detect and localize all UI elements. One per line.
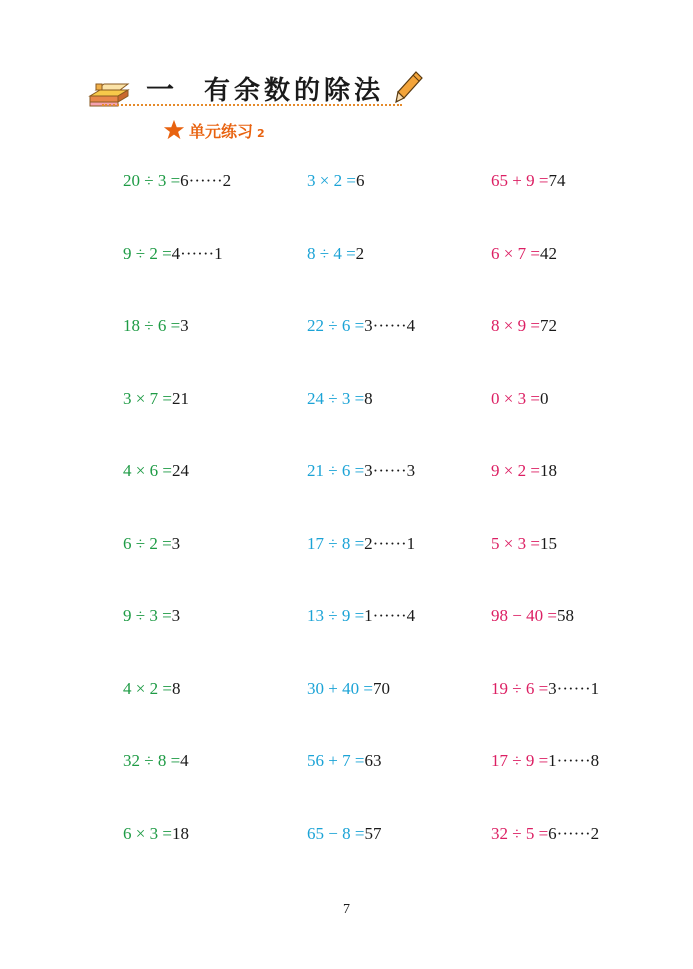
exercise-question: 4 × 6 = (123, 461, 172, 480)
exercise-item (123, 389, 189, 409)
exercise-answer: 4······1 (171, 244, 223, 263)
exercise-question: 30 + 40 = (307, 679, 373, 698)
exercise-answer: 6 (355, 171, 365, 190)
exercise-item (491, 824, 599, 844)
exercise-answer: 70 (372, 679, 390, 698)
exercise-item (491, 751, 599, 771)
subtitle-label: 单元练习 (189, 121, 254, 141)
exercise-answer: 3 (171, 606, 181, 625)
exercise-question: 13 ÷ 9 = (307, 606, 365, 625)
exercise-question: 65 + 9 = (491, 171, 549, 190)
exercise-answer: 21 (171, 389, 189, 408)
exercise-question: 8 × 9 = (491, 316, 540, 335)
exercise-answer: 0 (539, 389, 549, 408)
exercise-item (491, 461, 557, 481)
exercise-item (307, 751, 381, 771)
exercise-item (491, 534, 557, 554)
exercise-item (123, 751, 189, 771)
exercise-question: 9 ÷ 3 = (123, 606, 172, 625)
exercise-item (307, 606, 415, 626)
exercise-question: 98 − 40 = (491, 606, 557, 625)
exercise-item (491, 389, 548, 409)
exercise-item (123, 461, 189, 481)
subtitle-number: 2 (257, 126, 265, 140)
exercise-item (307, 534, 415, 554)
exercise-answer: 57 (364, 824, 382, 843)
exercise-answer: 63 (364, 751, 382, 770)
exercise-question: 18 ÷ 6 = (123, 316, 181, 335)
exercise-answer: 1······4 (364, 606, 416, 625)
exercise-answer: 58 (556, 606, 574, 625)
exercise-answer: 18 (171, 824, 189, 843)
exercise-item (307, 171, 364, 191)
exercise-question: 4 × 2 = (123, 679, 172, 698)
exercise-answer: 72 (539, 316, 557, 335)
exercise-item (123, 824, 189, 844)
exercise-item (123, 534, 180, 554)
exercise-answer: 15 (539, 534, 557, 553)
exercise-question: 0 × 3 = (491, 389, 540, 408)
exercise-item (123, 171, 231, 191)
exercise-answer: 8 (364, 389, 373, 408)
chapter-title: 有余数的除法 (204, 76, 385, 106)
exercise-question: 9 ÷ 2 = (123, 244, 172, 263)
exercise-question: 6 ÷ 2 = (123, 534, 172, 553)
exercise-answer: 42 (539, 244, 557, 263)
exercise-question: 22 ÷ 6 = (307, 316, 365, 335)
exercise-item (307, 461, 415, 481)
exercise-question: 20 ÷ 3 = (123, 171, 181, 190)
exercise-question: 17 ÷ 8 = (307, 534, 365, 553)
exercise-answer: 1······8 (548, 751, 600, 770)
exercise-answer: 2 (355, 244, 365, 263)
exercise-question: 56 + 7 = (307, 751, 365, 770)
exercise-question: 3 × 7 = (123, 389, 172, 408)
exercise-item (491, 679, 599, 699)
exercise-answer: 3 (180, 316, 189, 335)
exercise-answer: 2······1 (364, 534, 416, 553)
exercise-item (307, 244, 364, 264)
exercise-answer: 3······4 (364, 316, 416, 335)
exercise-item (123, 244, 223, 264)
exercise-question: 24 ÷ 3 = (307, 389, 365, 408)
exercise-answer: 3······3 (364, 461, 416, 480)
exercise-item (491, 171, 565, 191)
exercise-question: 19 ÷ 6 = (491, 679, 549, 698)
exercise-item (491, 244, 557, 264)
exercise-answer: 24 (171, 461, 189, 480)
exercise-item (123, 316, 189, 336)
exercise-item (123, 606, 180, 626)
exercise-item (307, 389, 373, 409)
exercise-answer: 6······2 (180, 171, 232, 190)
exercise-question: 9 × 2 = (491, 461, 540, 480)
exercise-answer: 3······1 (548, 679, 600, 698)
exercise-item (491, 606, 574, 626)
exercise-question: 6 × 3 = (123, 824, 172, 843)
exercise-question: 5 × 3 = (491, 534, 540, 553)
exercise-item (307, 824, 381, 844)
exercise-question: 8 ÷ 4 = (307, 244, 356, 263)
exercise-question: 3 × 2 = (307, 171, 356, 190)
exercise-question: 6 × 7 = (491, 244, 540, 263)
exercise-question: 32 ÷ 5 = (491, 824, 549, 843)
exercise-item (123, 679, 180, 699)
exercise-answer: 8 (171, 679, 181, 698)
exercise-answer: 4 (180, 751, 189, 770)
exercise-answer: 3 (171, 534, 181, 553)
exercise-question: 65 − 8 = (307, 824, 365, 843)
exercise-item (307, 316, 415, 336)
exercise-answer: 6······2 (548, 824, 600, 843)
page-number: 7 (343, 902, 350, 917)
exercise-answer: 18 (539, 461, 557, 480)
chapter-number: 一 (146, 73, 177, 106)
exercise-question: 17 ÷ 9 = (491, 751, 549, 770)
exercise-item (307, 679, 390, 699)
exercise-answer: 74 (548, 171, 566, 190)
exercise-question: 32 ÷ 8 = (123, 751, 181, 770)
exercise-question: 21 ÷ 6 = (307, 461, 365, 480)
exercise-item (491, 316, 557, 336)
